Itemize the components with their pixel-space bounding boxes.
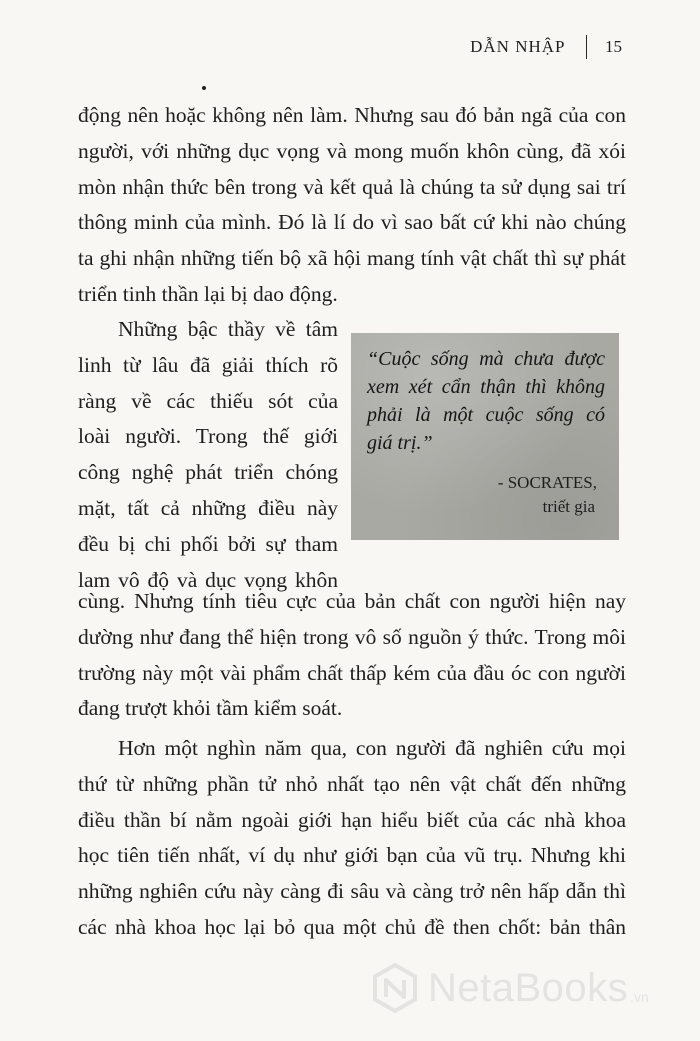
text-line: cùng. Nhưng tính tiêu cực của bản chất con người hiện nay xyxy=(78,589,626,613)
text-line: dường như đang thể hiện trong vô số nguồn ý thức. Trong môi xyxy=(78,624,626,649)
quote-text xyxy=(367,345,605,457)
text-line: loài người. Trong thế giới xyxy=(78,424,338,449)
text-line: thứ từ những phần tử nhỏ nhất tạo nên vật chất đến những xyxy=(78,771,626,796)
quote-line: giá trị.” xyxy=(367,432,433,454)
text-line: triển tinh thần lại bị dao động. xyxy=(78,281,338,306)
quote-line: “Cuộc sống mà chưa được xyxy=(367,348,605,370)
text-line: động nên hoặc không nên làm. Nhưng sau đó bản ngã của con xyxy=(78,103,626,127)
text-line: công nghệ phát triển chóng xyxy=(78,460,338,485)
text-line: Hơn một nghìn năm qua, con người đã nghiên cứu mọi xyxy=(118,736,626,760)
text-line: ràng về các thiếu sót của xyxy=(78,388,338,413)
text-line: người, với những dục vọng và mong muốn khôn cùng, đã xói xyxy=(78,138,626,163)
netabooks-logo-icon xyxy=(370,963,420,1013)
quote-line: phải là một cuộc sống có xyxy=(367,404,605,426)
quote-line: xem xét cẩn thận thì không xyxy=(367,376,605,398)
text-line: Những bậc thầy về tâm xyxy=(118,317,338,341)
watermark xyxy=(370,958,649,1018)
text-line: trường này một vài phẩm chất thấp kém của đầu óc con người xyxy=(78,660,626,685)
text-line: những nghiên cứu này càng đi sâu và càng trở nên hấp dẫn thì xyxy=(78,879,626,904)
paragraph-2-column xyxy=(78,312,338,598)
text-line: mòn nhận thức bên trong và kết quả là chúng ta sử dụng sai trí xyxy=(78,174,626,199)
text-line: mặt, tất cả những điều này xyxy=(78,495,338,520)
quote-author: - SOCRATES, xyxy=(497,473,597,492)
text-line: linh từ lâu đã giải thích rõ xyxy=(78,352,338,377)
paragraph-3 xyxy=(78,731,626,946)
text-line: ta ghi nhận những tiến bộ xã hội mang tính vật chất thì sự phát xyxy=(78,246,626,271)
pull-quote-box xyxy=(351,333,619,540)
watermark-text: NetaBooks xyxy=(428,965,629,1010)
header-divider xyxy=(586,35,588,59)
text-line: thông minh của mình. Đó là lí do vì sao bất cứ khi nào chúng xyxy=(78,210,626,235)
running-header xyxy=(470,34,622,60)
page-number: 15 xyxy=(605,37,622,56)
text-line: các nhà khoa học lại bỏ qua một chủ đề then chốt: bản thân xyxy=(78,914,626,939)
ink-dot xyxy=(202,86,206,90)
paragraph-2-continued xyxy=(78,584,626,727)
text-line: đang trượt khỏi tầm kiểm soát. xyxy=(78,696,343,721)
text-line: lam vô độ và dục vọng khôn xyxy=(78,567,338,592)
chapter-title: DẪN NHẬP xyxy=(470,37,566,56)
text-line: học tiên tiến nhất, ví dụ như giới bạn của vũ trụ. Nhưng khi xyxy=(78,843,626,868)
text-line: đều bị chi phối bởi sự tham xyxy=(78,531,338,556)
paragraph-1 xyxy=(78,98,626,313)
text-line: điều thần bí nằm ngoài giới hạn hiểu biết của các nhà khoa xyxy=(78,807,626,832)
quote-author-role: triết gia xyxy=(542,497,595,516)
watermark-suffix: .vn xyxy=(630,989,649,1005)
